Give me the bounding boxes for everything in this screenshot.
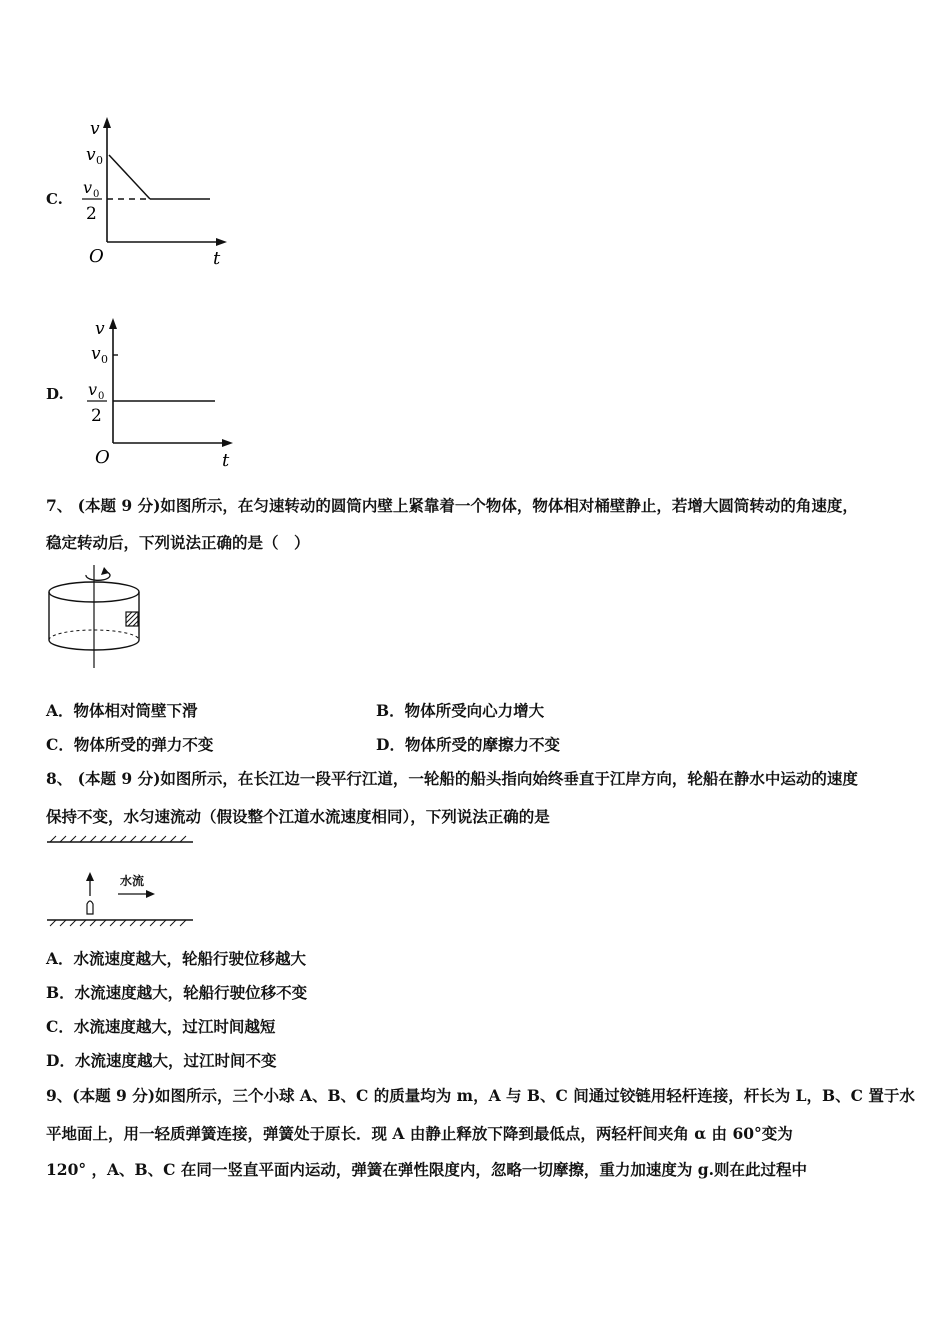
d-v-label: v	[95, 319, 105, 339]
q8-option-c[interactable]: C．水流速度越大，过江时间越短	[46, 1017, 276, 1036]
d-v0-label: v	[91, 344, 101, 364]
c-origin: O	[89, 246, 104, 267]
q8-option-a[interactable]: A．水流速度越大，轮船行驶位移越大	[46, 949, 307, 968]
c-t-label: t	[213, 248, 221, 269]
c-half-sub: 0	[93, 189, 100, 200]
q8-stem-line1: 8、 (本题 9 分)如图所示，在长江边一段平行江道，一轮船的船头指向始终垂直于江岸方向，轮船在静水中运动的速度	[46, 769, 858, 788]
q7-option-a[interactable]: A．物体相对筒壁下滑	[46, 701, 198, 720]
q9-stem-line2: 平地面上，用一轻质弹簧连接，弹簧处于原长．现 A 由静止释放下降到最低点，两轻杆间夹角 α 由 60°变为	[46, 1124, 793, 1143]
q8-option-b[interactable]: B．水流速度越大，轮船行驶位移不变	[46, 983, 308, 1002]
q8-option-d[interactable]: D．水流速度越大，过江时间不变	[46, 1051, 277, 1070]
q7-option-d[interactable]: D．物体所受的摩擦力不变	[376, 735, 560, 754]
d-half-den: 2	[91, 406, 102, 426]
c-v-label: v	[90, 119, 100, 139]
c-half-num: v	[83, 178, 93, 197]
q8-stem-line2: 保持不变，水匀速流动（假设整个江道水流速度相同），下列说法正确的是	[46, 807, 550, 826]
q8-flow-label: 水流	[120, 874, 145, 888]
q9-stem-line3: 120° ，A、B、C 在同一竖直平面内运动，弹簧在弹性限度内，忽略一切摩擦，重力加速度为 g.则在此过程中	[46, 1160, 807, 1179]
c-half-den: 2	[86, 204, 97, 224]
q7-stem-line2: 稳定转动后，下列说法正确的是（ ）	[46, 533, 310, 552]
q7-option-b[interactable]: B．物体所受向心力增大	[376, 701, 545, 720]
q7-stem-line1: 7、 (本题 9 分)如图所示，在匀速转动的圆筒内壁上紧靠着一个物体，物体相对桶壁静止，若增大圆筒转动的角速度，	[46, 496, 858, 515]
q7-option-c[interactable]: C．物体所受的弹力不变	[46, 735, 214, 754]
d-origin: O	[95, 447, 110, 468]
option-d-letter: D.	[46, 385, 64, 403]
option-c-letter: C.	[46, 190, 63, 208]
d-v0-sub: 0	[101, 353, 108, 366]
d-half-sub: 0	[98, 391, 105, 402]
d-half-num: v	[88, 380, 98, 399]
d-t-label: t	[222, 450, 230, 471]
c-v0-label: v	[86, 145, 96, 165]
c-v0-sub: 0	[96, 154, 103, 167]
q9-stem-line1: 9、(本题 9 分)如图所示，三个小球 A、B、C 的质量均为 m，A 与 B、C 间通过铰链用轻杆连接，杆长为 L，B、C 置于水	[46, 1086, 915, 1105]
